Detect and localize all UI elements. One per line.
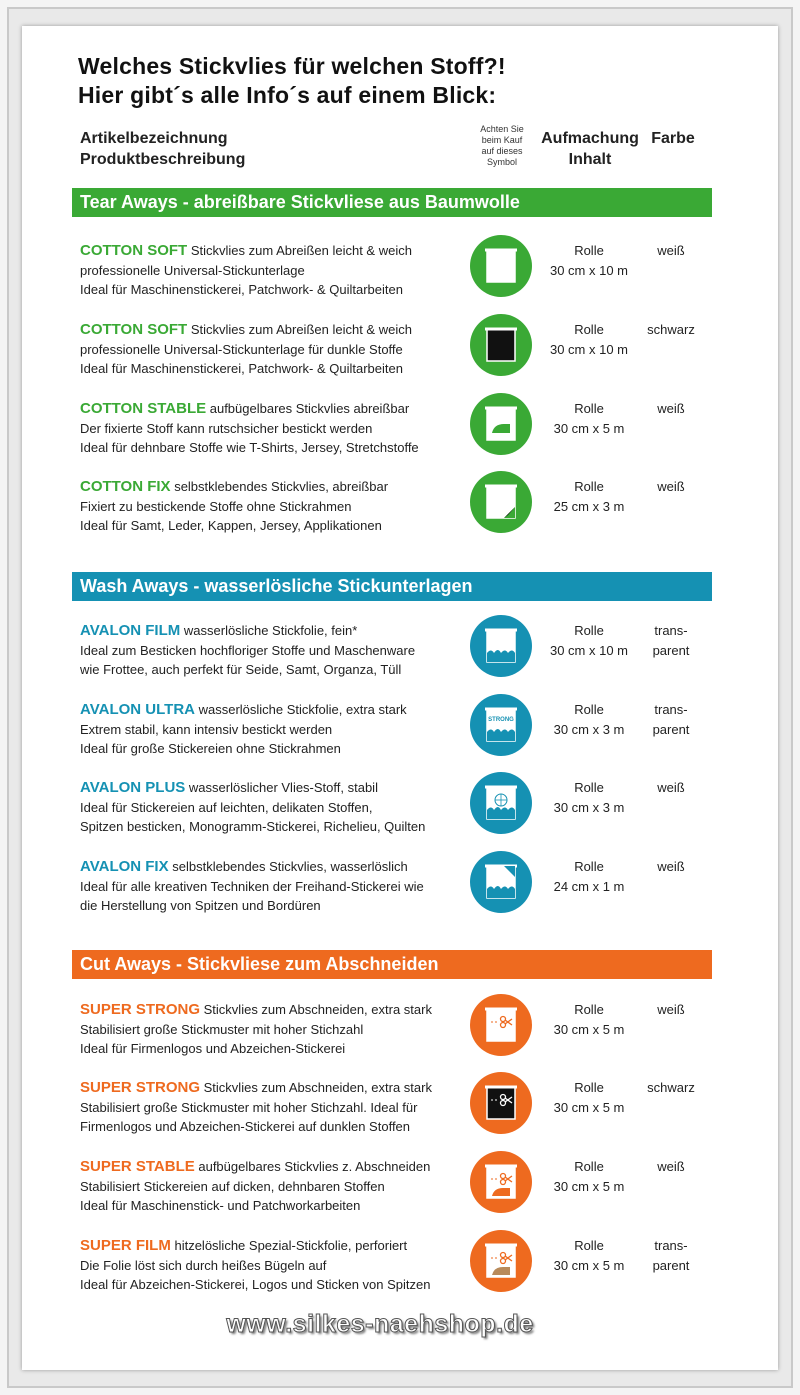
color-line-1: weiß [657, 859, 685, 874]
product-desc-line-3: Ideal für Maschinenstickerei, Patchwork- & Quiltarbeiten [80, 361, 403, 377]
product-row [80, 700, 720, 766]
product-description [80, 320, 470, 379]
svg-text:STRONG: STRONG [488, 717, 514, 723]
product-color [642, 700, 700, 739]
product-description [80, 778, 470, 837]
product-desc-line-3: Spitzen besticken, Monogramm-Stickerei, Richelieu, Quilten [80, 819, 426, 835]
packaging-size: 30 cm x 5 m [553, 1099, 625, 1115]
packaging [536, 399, 642, 438]
header-aufmachung: Aufmachung [541, 130, 639, 147]
product-description [80, 857, 470, 916]
column-header-symbol [469, 124, 535, 168]
packaging-size: 30 cm x 10 m [549, 341, 629, 357]
page-title [78, 52, 506, 110]
product-desc-line-2: Stabilisiert große Stickmuster mit hoher Stichzahl [80, 1021, 364, 1037]
product-name: AVALON FILM [80, 622, 181, 639]
packaging-type: Rolle [574, 1159, 604, 1174]
product-color [642, 1157, 700, 1177]
product-description [80, 1000, 470, 1059]
product-desc-line-2: Die Folie löst sich durch heißes Bügeln auf [80, 1257, 327, 1273]
product-row [80, 320, 720, 386]
product-name: SUPER STRONG [80, 1001, 201, 1018]
packaging-type: Rolle [574, 623, 604, 638]
color-line-1: weiß [657, 243, 685, 258]
scissors-black-icon [470, 1072, 532, 1134]
color-line-1: weiß [657, 401, 685, 416]
product-color [642, 399, 700, 419]
product-description [80, 1157, 470, 1216]
packaging-type: Rolle [574, 479, 604, 494]
title-line-1: Welches Stickvlies für welchen Stoff?! [78, 53, 506, 79]
product-name: AVALON FIX [80, 858, 169, 875]
packaging-type: Rolle [574, 780, 604, 795]
water-film-icon [470, 615, 532, 677]
symbol-hint-line-1: Achten Sie [480, 124, 524, 134]
color-line-2: parent [652, 642, 690, 658]
packaging [536, 621, 642, 660]
packaging [536, 700, 642, 739]
product-desc-line-1: aufbügelbares Stickvlies z. Abschneiden [198, 1159, 431, 1174]
packaging [536, 477, 642, 516]
packaging-type: Rolle [574, 1080, 604, 1095]
color-line-1: weiß [657, 1002, 685, 1017]
white-sheet-icon [470, 235, 532, 297]
color-line-1: weiß [657, 479, 685, 494]
product-desc-line-1: Stickvlies zum Abschneiden, extra stark [203, 1002, 432, 1017]
product-desc-line-2: Stabilisiert Stickereien auf dicken, dehnbaren Stoffen [80, 1178, 385, 1194]
color-line-2: parent [652, 1257, 690, 1273]
product-desc-line-3: Ideal für Maschinenstickerei, Patchwork- & Quiltarbeiten [80, 282, 403, 298]
water-mesh-icon [470, 772, 532, 834]
packaging-type: Rolle [574, 243, 604, 258]
symbol-hint-line-2: beim Kauf [481, 135, 523, 145]
product-desc-line-3: Ideal für dehnbare Stoffe wie T-Shirts, Jersey, Stretchstoffe [80, 440, 419, 456]
product-desc-line-1: Stickvlies zum Abreißen leicht & weich [190, 243, 412, 258]
product-desc-line-2: Ideal für alle kreativen Techniken der Freihand-Stickerei wie [80, 878, 424, 894]
product-desc-line-1: wasserlösliche Stickfolie, fein* [183, 623, 358, 638]
column-header-article [80, 128, 245, 170]
product-name: COTTON FIX [80, 478, 171, 495]
product-row [80, 241, 720, 307]
peel-sheet-icon [470, 471, 532, 533]
product-color [642, 857, 700, 877]
product-desc-line-3: Ideal für große Stickereien ohne Stickrahmen [80, 741, 341, 757]
section-bar: Cut Aways - Stickvliese zum Abschneiden [72, 950, 712, 979]
product-desc-line-3: Ideal für Maschinenstick- und Patchworkarbeiten [80, 1198, 361, 1214]
product-desc-line-2: Ideal zum Besticken hochfloriger Stoffe und Maschenware [80, 642, 416, 658]
color-line-1: trans- [654, 1238, 688, 1253]
packaging-size: 30 cm x 5 m [553, 1257, 625, 1273]
packaging [536, 320, 642, 359]
packaging-size: 24 cm x 1 m [553, 878, 625, 894]
product-name: COTTON SOFT [80, 242, 188, 259]
packaging [536, 778, 642, 817]
header-inhalt: Inhalt [568, 151, 612, 168]
product-name: SUPER STABLE [80, 1158, 195, 1175]
packaging [536, 857, 642, 896]
product-description [80, 241, 470, 300]
packaging [536, 241, 642, 280]
header-produktbeschreibung: Produktbeschreibung [80, 151, 246, 168]
product-name: COTTON SOFT [80, 321, 188, 338]
header-artikelbezeichnung: Artikelbezeichnung [80, 130, 228, 147]
packaging-type: Rolle [574, 1002, 604, 1017]
packaging [536, 1078, 642, 1117]
color-line-1: trans- [654, 702, 688, 717]
product-row [80, 857, 720, 923]
product-desc-line-3: Ideal für Samt, Leder, Kappen, Jersey, Applikationen [80, 518, 382, 534]
packaging-size: 30 cm x 5 m [553, 1178, 625, 1194]
product-desc-line-1: Stickvlies zum Abschneiden, extra stark [203, 1080, 432, 1095]
product-description [80, 477, 470, 536]
product-color [642, 621, 700, 660]
product-row [80, 621, 720, 687]
color-line-1: schwarz [647, 322, 695, 337]
section-bar: Wash Aways - wasserlösliche Stickunterlagen [72, 572, 712, 601]
product-desc-line-2: Stabilisiert große Stickmuster mit hoher Stichzahl. Ideal für [80, 1099, 418, 1115]
packaging [536, 1236, 642, 1275]
product-color [642, 241, 700, 261]
packaging-size: 30 cm x 3 m [553, 799, 625, 815]
product-desc-line-1: selbstklebendes Stickvlies, wasserlöslich [172, 859, 408, 874]
product-color [642, 1236, 700, 1275]
packaging-size: 30 cm x 5 m [553, 420, 625, 436]
product-desc-line-3: Firmenlogos und Abzeichen-Stickerei auf dunklen Stoffen [80, 1119, 411, 1135]
product-row [80, 477, 720, 543]
packaging-type: Rolle [574, 401, 604, 416]
product-row [80, 1078, 720, 1144]
product-desc-line-3: Ideal für Abzeichen-Stickerei, Logos und Sticken von Spitzen [80, 1277, 431, 1293]
product-name: AVALON ULTRA [80, 701, 195, 718]
product-name: COTTON STABLE [80, 400, 207, 417]
symbol-hint-line-4: Symbol [486, 157, 517, 167]
product-desc-line-1: wasserlöslicher Vlies-Stoff, stabil [188, 780, 378, 795]
water-strong-icon [470, 694, 532, 756]
color-line-1: schwarz [647, 1080, 695, 1095]
packaging-size: 30 cm x 3 m [553, 721, 625, 737]
product-description [80, 700, 470, 759]
packaging-size: 30 cm x 10 m [549, 262, 629, 278]
product-desc-line-1: selbstklebendes Stickvlies, abreißbar [174, 479, 389, 494]
color-line-1: weiß [657, 1159, 685, 1174]
packaging-type: Rolle [574, 702, 604, 717]
scissors-white-icon [470, 994, 532, 1056]
scissors-film-icon [470, 1230, 532, 1292]
product-color [642, 778, 700, 798]
product-desc-line-3: die Herstellung von Spitzen und Bordüren [80, 898, 321, 914]
packaging-type: Rolle [574, 859, 604, 874]
iron-sheet-icon [470, 393, 532, 455]
product-description [80, 1078, 470, 1137]
packaging [536, 1157, 642, 1196]
product-row [80, 1157, 720, 1223]
product-name: AVALON PLUS [80, 779, 186, 796]
product-desc-line-3: wie Frottee, auch perfekt für Seide, Samt, Organza, Tüll [80, 662, 402, 678]
title-line-2: Hier gibt´s alle Info´s auf einem Blick: [78, 82, 497, 108]
product-color [642, 1000, 700, 1020]
product-desc-line-2: Extrem stabil, kann intensiv bestickt werden [80, 721, 333, 737]
color-line-1: trans- [654, 623, 688, 638]
product-desc-line-2: professionelle Universal-Stickunterlage [80, 262, 305, 278]
product-color [642, 320, 700, 340]
scissors-iron-icon [470, 1151, 532, 1213]
product-name: SUPER FILM [80, 1237, 171, 1254]
product-row [80, 1000, 720, 1066]
water-peel-icon [470, 851, 532, 913]
product-row [80, 399, 720, 465]
product-desc-line-1: wasserlösliche Stickfolie, extra stark [198, 702, 407, 717]
column-header-aufmachung [536, 128, 644, 170]
product-desc-line-3: Ideal für Firmenlogos und Abzeichen-Stickerei [80, 1041, 346, 1057]
product-desc-line-2: Der fixierte Stoff kann rutschsicher bestickt werden [80, 420, 373, 436]
packaging-size: 25 cm x 3 m [553, 498, 625, 514]
product-desc-line-1: Stickvlies zum Abreißen leicht & weich [190, 322, 412, 337]
packaging-size: 30 cm x 5 m [553, 1021, 625, 1037]
product-name: SUPER STRONG [80, 1079, 201, 1096]
packaging-size: 30 cm x 10 m [549, 642, 629, 658]
product-desc-line-2: Fixiert zu bestickende Stoffe ohne Stickrahmen [80, 498, 352, 514]
product-color [642, 477, 700, 497]
symbol-hint-line-3: auf dieses [481, 146, 523, 156]
product-description [80, 399, 470, 458]
section-bar: Tear Aways - abreißbare Stickvliese aus Baumwolle [72, 188, 712, 217]
product-description [80, 1236, 470, 1295]
black-sheet-icon [470, 314, 532, 376]
product-row [80, 778, 720, 844]
color-line-2: parent [652, 721, 690, 737]
packaging [536, 1000, 642, 1039]
packaging-type: Rolle [574, 1238, 604, 1253]
product-desc-line-1: hitzelösliche Spezial-Stickfolie, perforiert [174, 1238, 408, 1253]
product-row [80, 1236, 720, 1302]
product-description [80, 621, 470, 680]
product-desc-line-1: aufbügelbares Stickvlies abreißbar [209, 401, 410, 416]
column-header-farbe: Farbe [651, 130, 695, 147]
packaging-type: Rolle [574, 322, 604, 337]
product-desc-line-2: Ideal für Stickereien auf leichten, delikaten Stoffen, [80, 799, 373, 815]
footer-url: www.silkes-naehshop.de [226, 1310, 534, 1338]
product-desc-line-2: professionelle Universal-Stickunterlage für dunkle Stoffe [80, 341, 403, 357]
color-line-1: weiß [657, 780, 685, 795]
product-color [642, 1078, 700, 1098]
